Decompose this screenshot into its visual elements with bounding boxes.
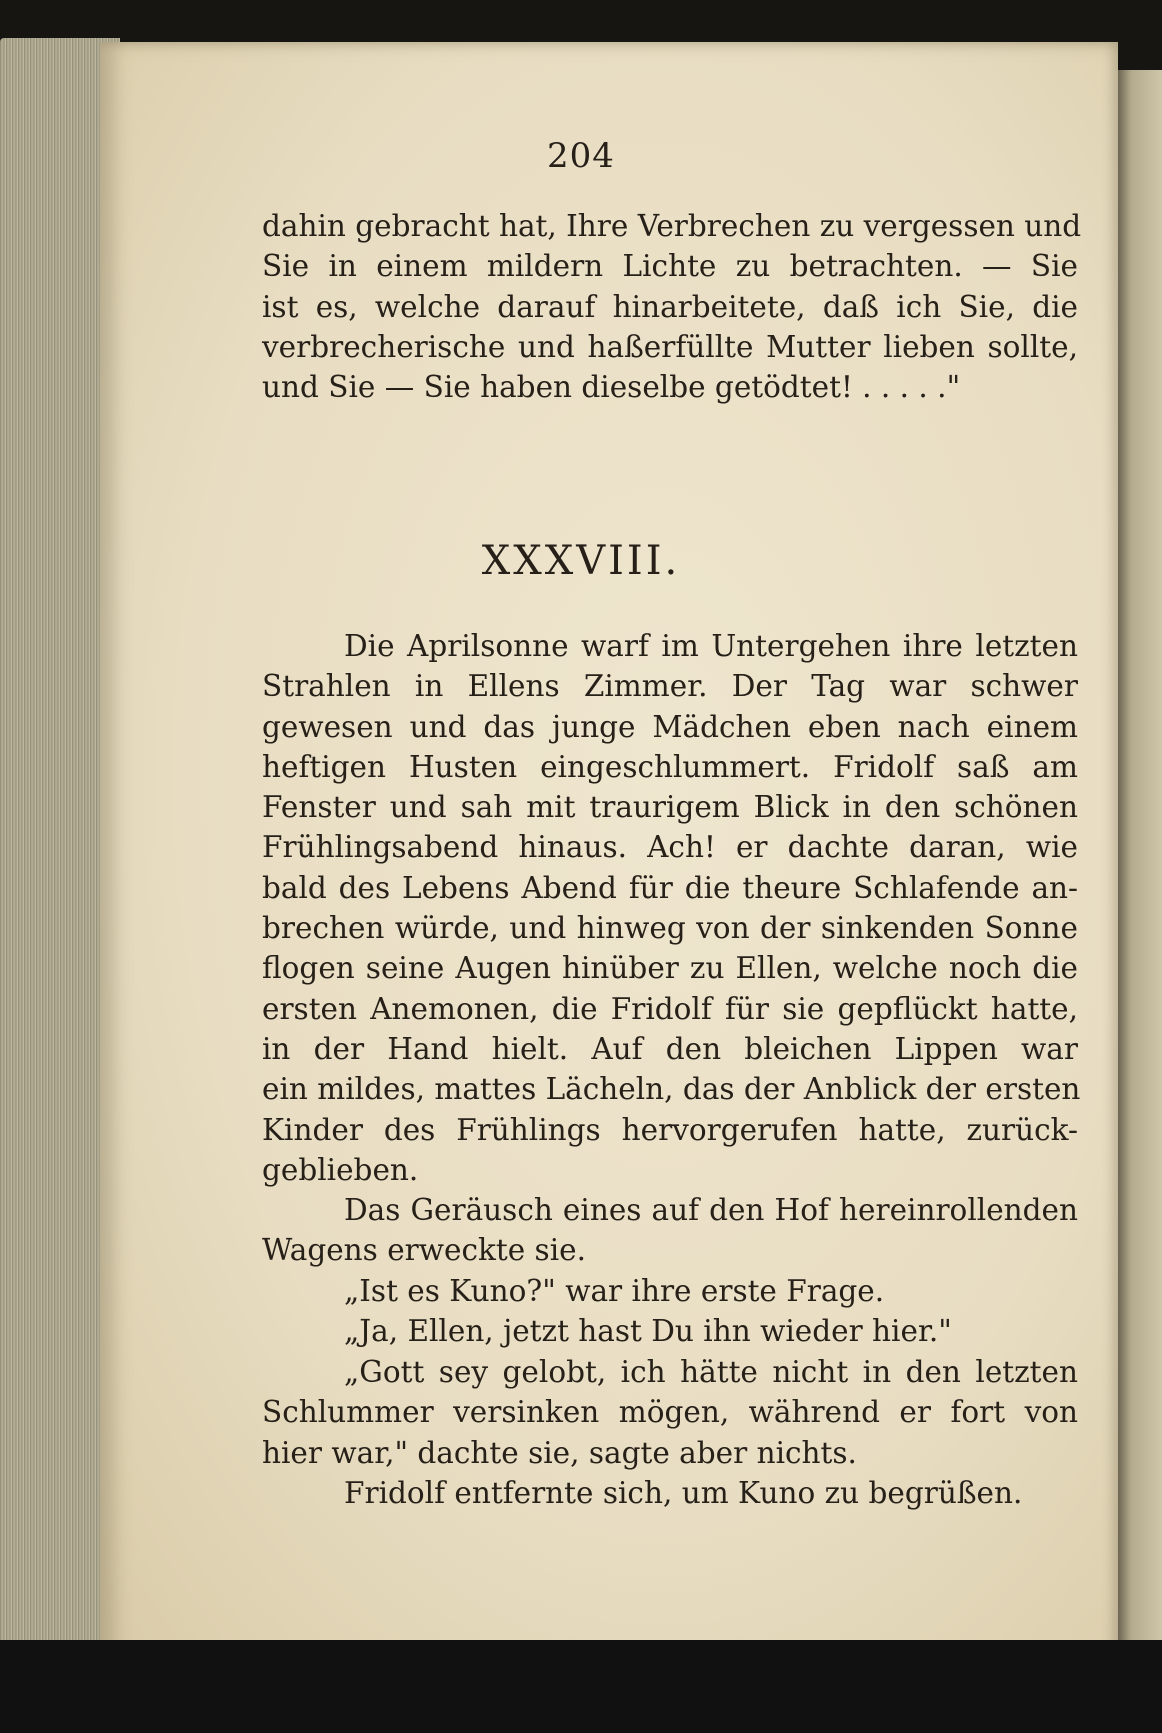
dialogue-ja-ellen xyxy=(262,1311,1078,1351)
text-line: verbrecherische und haßerfüllte Mutter lieben sollte, xyxy=(262,329,1078,364)
text-line: flogen seine Augen hinüber zu Ellen, welche noch die xyxy=(262,951,1078,986)
paragraph-1 xyxy=(262,626,1081,1190)
text-line: „Ja, Ellen, jetzt hast Du ihn wieder hier." xyxy=(344,1314,952,1348)
paragraph-4 xyxy=(262,1473,1078,1513)
text-line: in der Hand hielt. Auf den bleichen Lippen war xyxy=(262,1031,1078,1066)
text-line: Wagens erweckte sie. xyxy=(262,1233,586,1268)
text-line: bald des Lebens Abend für die theure Schlafende an- xyxy=(262,870,1078,905)
dialogue-kuno-question xyxy=(262,1271,1078,1311)
text-line: Fridolf entfernte sich, um Kuno zu begrüßen. xyxy=(344,1476,1023,1510)
bottom-shadow xyxy=(0,1640,1162,1733)
paragraph-3 xyxy=(262,1352,1078,1473)
text-line: „Ist es Kuno?" war ihre erste Frage. xyxy=(344,1274,885,1308)
text-line: hier war," dachte sie, sagte aber nichts. xyxy=(262,1435,857,1470)
text-line: Fenster und sah mit traurigem Blick in den schönen xyxy=(262,790,1078,825)
text-line: dahin gebracht hat, Ihre Verbrechen zu vergessen und xyxy=(262,209,1082,243)
facing-page-edge xyxy=(1118,70,1162,1660)
text-line: Sie in einem mildern Lichte zu betrachten. — Sie xyxy=(262,249,1078,284)
page-number: 204 xyxy=(547,136,615,176)
text-line: brechen würde, und hinweg von der sinkenden Sonne xyxy=(262,911,1078,946)
text-line: Strahlen in Ellens Zimmer. Der Tag war schwer xyxy=(262,669,1078,704)
text-line: ein mildes, mattes Lächeln, das der Anblick der ersten xyxy=(262,1072,1081,1107)
text-line: heftigen Husten eingeschlummert. Fridolf saß am xyxy=(262,749,1078,784)
text-line: Schlummer versinken mögen, während er fort von xyxy=(262,1395,1078,1430)
text-line: Kinder des Frühlings hervorgerufen hatte, zurück- xyxy=(262,1112,1078,1147)
text-line: geblieben. xyxy=(262,1152,419,1187)
chapter-heading: XXXVIII. xyxy=(481,538,681,584)
text-line: Die Aprilsonne warf im Untergehen ihre letzten xyxy=(344,629,1078,663)
text-line: ersten Anemonen, die Fridolf für sie gepflückt hatte, xyxy=(262,991,1078,1026)
text-line: und Sie — Sie haben dieselbe getödtet! . . . . ." xyxy=(262,370,961,405)
text-line: ist es, welche darauf hinarbeitete, daß ich Sie, die xyxy=(262,289,1078,324)
text-line: Das Geräusch eines auf den Hof hereinrollenden xyxy=(344,1193,1078,1227)
carryover-paragraph xyxy=(262,206,1082,407)
text-line: Frühlingsabend hinaus. Ach! er dachte daran, wie xyxy=(262,830,1078,865)
paragraph-2 xyxy=(262,1190,1078,1271)
text-line: gewesen und das junge Mädchen eben nach einem xyxy=(262,709,1078,744)
text-line: „Gott sey gelobt, ich hätte nicht in den letzten xyxy=(344,1355,1078,1389)
